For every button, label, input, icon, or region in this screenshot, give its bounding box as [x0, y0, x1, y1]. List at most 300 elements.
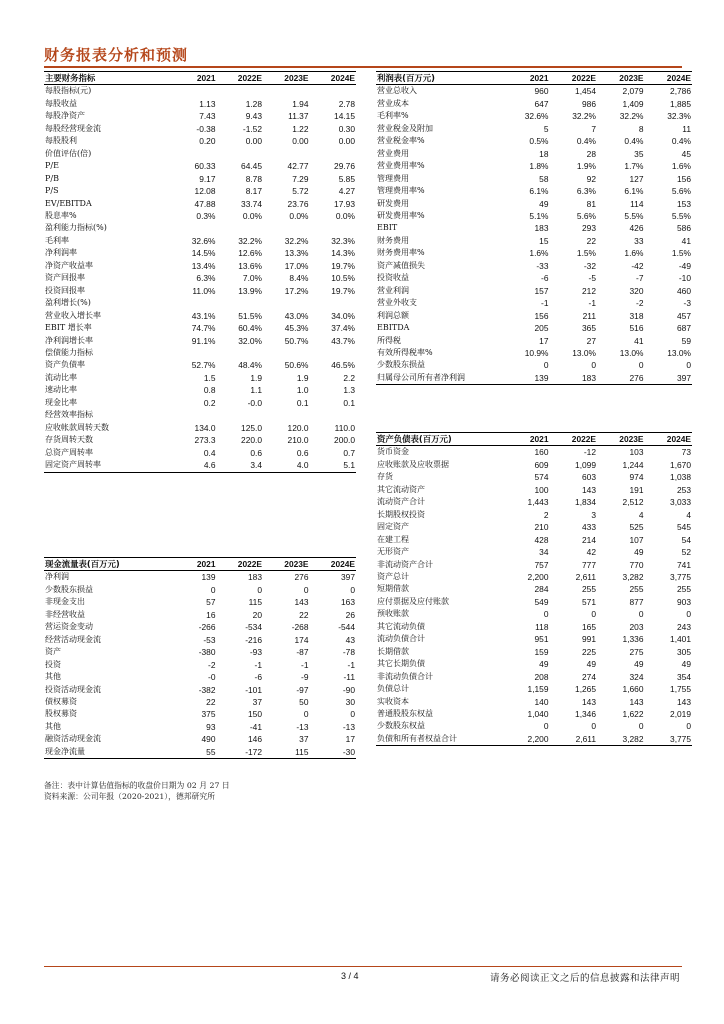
value-cell: 163: [341, 597, 355, 608]
value-cell: -5: [588, 273, 596, 284]
table-row: [44, 148, 356, 160]
value-cell: 49: [586, 659, 596, 670]
value-cell: 28: [586, 148, 596, 159]
value-cell: 33: [634, 235, 644, 246]
value-cell: 4: [638, 509, 644, 520]
value-cell: -10: [678, 273, 691, 284]
value-cell: 200.0: [334, 435, 355, 446]
value-cell: 0: [686, 721, 691, 732]
row-label: P/E: [45, 161, 59, 171]
year-header-cell: 2022E: [217, 558, 264, 571]
year-header-cell: 2021: [170, 558, 217, 571]
row-label: 少数股东损益: [377, 360, 425, 370]
row-label: 股息率%: [45, 210, 77, 220]
table-notes: [44, 780, 230, 802]
row-label: 流动比率: [45, 372, 77, 382]
table-row: [44, 297, 356, 309]
value-cell: 110.0: [334, 422, 355, 433]
value-cell: 30: [345, 696, 355, 707]
table-row: [376, 509, 692, 521]
value-cell: 13.3%: [284, 248, 309, 259]
value-cell: 156: [534, 310, 549, 321]
value-cell: 23.76: [287, 198, 309, 209]
value-cell: 2.2: [343, 372, 355, 383]
value-cell: -32: [583, 260, 596, 271]
value-cell: 3,775: [670, 571, 691, 582]
value-cell: -6: [254, 672, 262, 683]
row-label: 实收资本: [377, 696, 409, 706]
value-cell: 13.0%: [619, 347, 644, 358]
value-cell: 19.7%: [331, 285, 355, 296]
value-cell: 574: [534, 472, 549, 483]
value-cell: 165: [582, 621, 596, 632]
value-cell: 26: [345, 609, 355, 620]
table-row: [376, 733, 692, 746]
value-cell: 1,336: [622, 634, 644, 645]
value-cell: 22: [299, 609, 309, 620]
value-cell: [217, 222, 264, 234]
row-label: 货币资金: [377, 447, 409, 457]
value-cell: 13.0%: [572, 347, 596, 358]
value-cell: 13.9%: [238, 285, 262, 296]
value-cell: 8.78: [245, 173, 262, 184]
row-label: 资产减值损失: [377, 260, 425, 270]
value-cell: 1,409: [622, 98, 644, 109]
value-cell: 5.6%: [671, 186, 691, 197]
value-cell: 93: [206, 721, 216, 732]
value-cell: 107: [629, 534, 644, 545]
value-cell: 318: [629, 310, 644, 321]
table-row: [376, 185, 692, 197]
value-cell: 157: [534, 285, 549, 296]
value-cell: 0.7: [343, 447, 355, 458]
value-cell: -41: [249, 721, 262, 732]
value-cell: 140: [534, 696, 549, 707]
table-row: [44, 571, 356, 584]
table-row: [44, 659, 356, 671]
table-row: [44, 384, 356, 396]
value-cell: 17.2%: [284, 285, 309, 296]
value-cell: 1,040: [527, 708, 549, 719]
value-cell: [310, 222, 357, 234]
value-cell: 9.17: [199, 173, 216, 184]
value-cell: -1.52: [242, 123, 262, 134]
table-row: [44, 397, 356, 409]
row-label: 非现金支出: [45, 597, 85, 607]
year-header-cell: 2024E: [645, 433, 693, 446]
value-cell: 3: [591, 509, 596, 520]
row-label: 营业总收入: [377, 86, 417, 96]
row-label: 经营活动现金流: [45, 634, 101, 644]
table-row: [376, 683, 692, 695]
value-cell: 43.7%: [331, 335, 355, 346]
row-label: 少数股东权益: [377, 721, 425, 731]
table-row: [376, 347, 692, 359]
table-row: [44, 696, 356, 708]
table-row: [376, 359, 692, 371]
value-cell: 214: [582, 534, 596, 545]
table-row: [376, 658, 692, 670]
value-cell: -1: [347, 659, 355, 670]
value-cell: 15: [539, 235, 549, 246]
value-cell: 46.5%: [331, 360, 355, 371]
value-cell: [310, 148, 357, 160]
value-cell: 0.1: [296, 397, 309, 408]
value-cell: 0: [638, 360, 644, 371]
value-cell: 8.4%: [289, 273, 309, 284]
footer-divider: [44, 966, 682, 967]
row-label: 非经营收益: [45, 609, 85, 619]
value-cell: -12: [583, 447, 596, 458]
year-header-cell: 2021: [502, 72, 550, 85]
table-title-cell: 资产负债表(百万元): [376, 433, 502, 446]
row-label: P/S: [45, 186, 59, 196]
value-cell: 1,346: [575, 708, 596, 719]
value-cell: 354: [677, 671, 691, 682]
row-label: 盈利增长(%): [45, 298, 91, 308]
value-cell: 60.4%: [238, 323, 262, 334]
row-label: 其它长期负债: [377, 659, 425, 669]
year-header-cell: 2023E: [597, 433, 645, 446]
table-row: [376, 123, 692, 135]
value-cell: 960: [534, 86, 549, 97]
value-cell: 35: [634, 148, 644, 159]
value-cell: 0.0%: [242, 210, 262, 221]
row-label: 毛利率%: [377, 111, 409, 121]
table-row: [376, 160, 692, 172]
value-cell: 191: [629, 484, 644, 495]
value-cell: 3.4: [217, 459, 264, 472]
value-cell: 0: [591, 721, 596, 732]
table-row: [44, 447, 356, 459]
value-cell: 42.77: [287, 161, 309, 172]
cash-flow-table: [44, 557, 356, 759]
value-cell: 0.8: [203, 385, 216, 396]
table-row: [376, 222, 692, 234]
row-label: 投资: [45, 659, 61, 669]
value-cell: 609: [534, 459, 549, 470]
value-cell: 255: [582, 584, 596, 595]
value-cell: 6.1%: [529, 186, 549, 197]
value-cell: 156: [677, 173, 691, 184]
table-row: [44, 235, 356, 247]
value-cell: -42: [631, 260, 644, 271]
value-cell: 43.1%: [191, 310, 216, 321]
table-row: [44, 98, 356, 110]
value-cell: 6.1%: [624, 186, 644, 197]
table-row: [376, 496, 692, 508]
row-label: 财务费用率%: [377, 248, 425, 258]
year-header-cell: 2024E: [310, 558, 357, 571]
value-cell: 0: [686, 609, 691, 620]
table-row: [376, 247, 692, 259]
value-cell: -6: [541, 273, 549, 284]
table-row: [376, 646, 692, 658]
value-cell: 14.15: [334, 111, 355, 122]
value-cell: 770: [629, 559, 644, 570]
value-cell: 125.0: [241, 422, 262, 433]
value-cell: 1,038: [670, 472, 691, 483]
table-row: [44, 173, 356, 185]
value-cell: 13.4%: [191, 260, 216, 271]
table-row: [44, 322, 356, 334]
value-cell: 433: [582, 522, 596, 533]
table-row: [44, 160, 356, 172]
table-row: [44, 708, 356, 720]
value-cell: 8.17: [245, 186, 262, 197]
row-label: 投资回报率: [45, 285, 85, 295]
table-row: [44, 272, 356, 284]
row-label: 预收账款: [377, 609, 409, 619]
value-cell: 0: [686, 360, 691, 371]
value-cell: 4.6: [170, 459, 217, 472]
row-label: 总资产周转率: [45, 447, 93, 457]
value-cell: 274: [582, 671, 596, 682]
row-label: 每股收益: [45, 98, 77, 108]
value-cell: [217, 347, 264, 359]
value-cell: 139: [502, 372, 550, 385]
legal-disclaimer: 请务必阅读正文之后的信息披露和法律声明: [489, 973, 680, 984]
value-cell: 32.3%: [667, 111, 691, 122]
value-cell: 1.13: [199, 98, 216, 109]
row-label: 应付票据及应付账款: [377, 596, 449, 606]
row-label: 存货: [377, 472, 393, 482]
value-cell: 29.76: [334, 161, 355, 172]
value-cell: 1.28: [245, 98, 262, 109]
value-cell: 1.3: [343, 385, 355, 396]
value-cell: 276: [597, 372, 645, 385]
value-cell: 0.4: [203, 447, 216, 458]
value-cell: 210.0: [287, 435, 309, 446]
value-cell: 139: [201, 572, 216, 583]
value-cell: 1.9: [296, 372, 309, 383]
value-cell: 0: [543, 721, 549, 732]
row-label: 归属母公司所有者净利润: [376, 372, 502, 385]
table-row: [44, 422, 356, 434]
value-cell: -13: [296, 721, 309, 732]
value-cell: -93: [249, 647, 262, 658]
value-cell: 0.2: [203, 397, 216, 408]
value-cell: 0: [543, 360, 549, 371]
value-cell: [170, 409, 217, 421]
year-header-cell: 2022E: [217, 72, 264, 85]
table-row: [376, 720, 692, 732]
value-cell: 0.0%: [335, 210, 355, 221]
value-cell: -1: [301, 659, 309, 670]
value-cell: 0.4%: [624, 136, 644, 147]
value-cell: 81: [586, 198, 596, 209]
row-label: 应收帐款周转天数: [45, 422, 109, 432]
row-label: 净利润率: [45, 248, 77, 258]
value-cell: 11: [682, 123, 691, 134]
row-label: 管理费用率%: [377, 186, 425, 196]
value-cell: 45.3%: [284, 323, 309, 334]
value-cell: 211: [582, 310, 596, 321]
row-label: 投资收益: [377, 273, 409, 283]
value-cell: 757: [534, 559, 549, 570]
value-cell: -2: [208, 659, 216, 670]
balance-sheet-table: [376, 432, 692, 746]
row-label: 营业费用率%: [377, 161, 425, 171]
value-cell: [217, 409, 264, 421]
row-label: EBITDA: [377, 323, 410, 333]
value-cell: 0: [210, 584, 216, 595]
value-cell: 174: [294, 634, 309, 645]
value-cell: [217, 297, 264, 309]
value-cell: 426: [629, 223, 644, 234]
value-cell: 9.43: [245, 111, 262, 122]
row-label: 非流动负债合计: [377, 671, 433, 681]
value-cell: 3,282: [622, 571, 644, 582]
row-label: 营业税金率%: [377, 136, 425, 146]
value-cell: 4: [686, 509, 691, 520]
row-label: 营业成本: [377, 98, 409, 108]
table-row: [44, 310, 356, 322]
value-cell: 0.4%: [576, 136, 596, 147]
value-cell: 11.37: [288, 111, 309, 122]
value-cell: -1: [541, 298, 549, 309]
value-cell: 210: [534, 522, 549, 533]
value-cell: 203: [629, 621, 644, 632]
row-label: 毛利率: [45, 235, 69, 245]
row-label: 研发费用: [377, 198, 409, 208]
row-label: 债权募资: [45, 696, 77, 706]
value-cell: 397: [341, 572, 355, 583]
value-cell: 14.3%: [331, 248, 355, 259]
value-cell: 0.3%: [196, 210, 216, 221]
value-cell: -268: [291, 622, 309, 633]
value-cell: 428: [534, 534, 549, 545]
value-cell: [310, 347, 357, 359]
value-cell: 10.5%: [331, 273, 355, 284]
value-cell: 49: [634, 659, 644, 670]
value-cell: 60.33: [194, 161, 216, 172]
table-row: [376, 272, 692, 284]
value-cell: [170, 222, 217, 234]
value-cell: 42: [586, 547, 596, 558]
value-cell: 7: [591, 123, 596, 134]
value-cell: 1.5%: [576, 248, 596, 259]
value-cell: 1,755: [670, 684, 691, 695]
value-cell: 1.1: [250, 385, 262, 396]
value-cell: 49: [539, 198, 549, 209]
value-cell: 0.1: [343, 397, 355, 408]
table-row: [376, 98, 692, 110]
value-cell: 115: [248, 597, 262, 608]
value-cell: 284: [534, 584, 549, 595]
table-row: [44, 372, 356, 384]
page-number: 3 / 4: [341, 971, 359, 981]
value-cell: 2,079: [622, 86, 644, 97]
value-cell: 4.0: [263, 459, 310, 472]
value-cell: -534: [245, 622, 262, 633]
table-row: [376, 521, 692, 533]
value-cell: 37: [299, 734, 309, 745]
table-row: [376, 583, 692, 595]
value-cell: -49: [678, 260, 691, 271]
row-label: EV/EBITDA: [45, 198, 92, 208]
row-label: 研发费用率%: [377, 210, 425, 220]
value-cell: 52: [681, 547, 691, 558]
value-cell: 2,019: [670, 708, 691, 719]
value-cell: 951: [534, 634, 549, 645]
table-row: [376, 110, 692, 122]
value-cell: 74.7%: [191, 323, 216, 334]
table-row: [44, 110, 356, 122]
value-cell: -382: [198, 684, 216, 695]
value-cell: 3,282: [597, 733, 645, 746]
value-cell: 134.0: [194, 422, 216, 433]
value-cell: 150: [248, 709, 262, 720]
year-header-cell: 2024E: [310, 72, 357, 85]
value-cell: 41: [681, 235, 691, 246]
table-row: [376, 459, 692, 471]
table-row: [44, 123, 356, 135]
row-label: EBIT: [377, 223, 398, 233]
row-label: 非流动资产合计: [377, 559, 433, 569]
value-cell: 17.93: [334, 198, 355, 209]
row-label: 流动负债合计: [377, 634, 425, 644]
value-cell: 457: [677, 310, 691, 321]
value-cell: 5.72: [292, 186, 309, 197]
value-cell: 3,775: [645, 733, 693, 746]
value-cell: -0.38: [196, 123, 216, 134]
value-cell: 5.5%: [671, 210, 691, 221]
value-cell: 5: [543, 123, 549, 134]
value-cell: -30: [310, 746, 357, 759]
value-cell: 22: [586, 235, 596, 246]
value-cell: 460: [677, 285, 691, 296]
table-header-row: [44, 72, 356, 85]
value-cell: 991: [582, 634, 596, 645]
value-cell: 64.45: [241, 161, 262, 172]
value-cell: -7: [636, 273, 644, 284]
value-cell: 5.1%: [529, 210, 549, 221]
row-label: 资产总计: [377, 571, 409, 581]
value-cell: 0.4%: [671, 136, 691, 147]
table-row: [376, 571, 692, 583]
value-cell: 0: [350, 584, 355, 595]
value-cell: -1: [588, 298, 596, 309]
value-cell: 4.27: [338, 186, 355, 197]
value-cell: 8: [638, 123, 644, 134]
value-cell: 2,611: [550, 733, 598, 746]
value-cell: 0.6: [250, 447, 262, 458]
value-cell: 54: [681, 534, 691, 545]
row-label: 每股净资产: [45, 111, 85, 121]
value-cell: 33.74: [241, 198, 262, 209]
value-cell: -1: [254, 659, 262, 670]
value-cell: 1.9%: [576, 161, 596, 172]
table-row: [376, 696, 692, 708]
value-cell: 1.5%: [671, 248, 691, 259]
table-row: [44, 210, 356, 222]
row-label: 资产: [45, 647, 61, 657]
row-label: 偿债能力指标: [45, 347, 93, 357]
value-cell: -101: [245, 684, 262, 695]
value-cell: 92: [586, 173, 596, 184]
row-label: 负债总计: [377, 684, 409, 694]
table-row: [44, 434, 356, 446]
value-cell: 3,033: [670, 497, 691, 508]
row-label: 流动资产合计: [377, 497, 425, 507]
year-header-cell: 2022E: [550, 72, 598, 85]
value-cell: [263, 347, 310, 359]
value-cell: 43: [345, 634, 355, 645]
row-label: 每股指标(元): [45, 86, 92, 96]
row-label: EBIT 增长率: [45, 323, 92, 333]
value-cell: 2,786: [670, 86, 691, 97]
